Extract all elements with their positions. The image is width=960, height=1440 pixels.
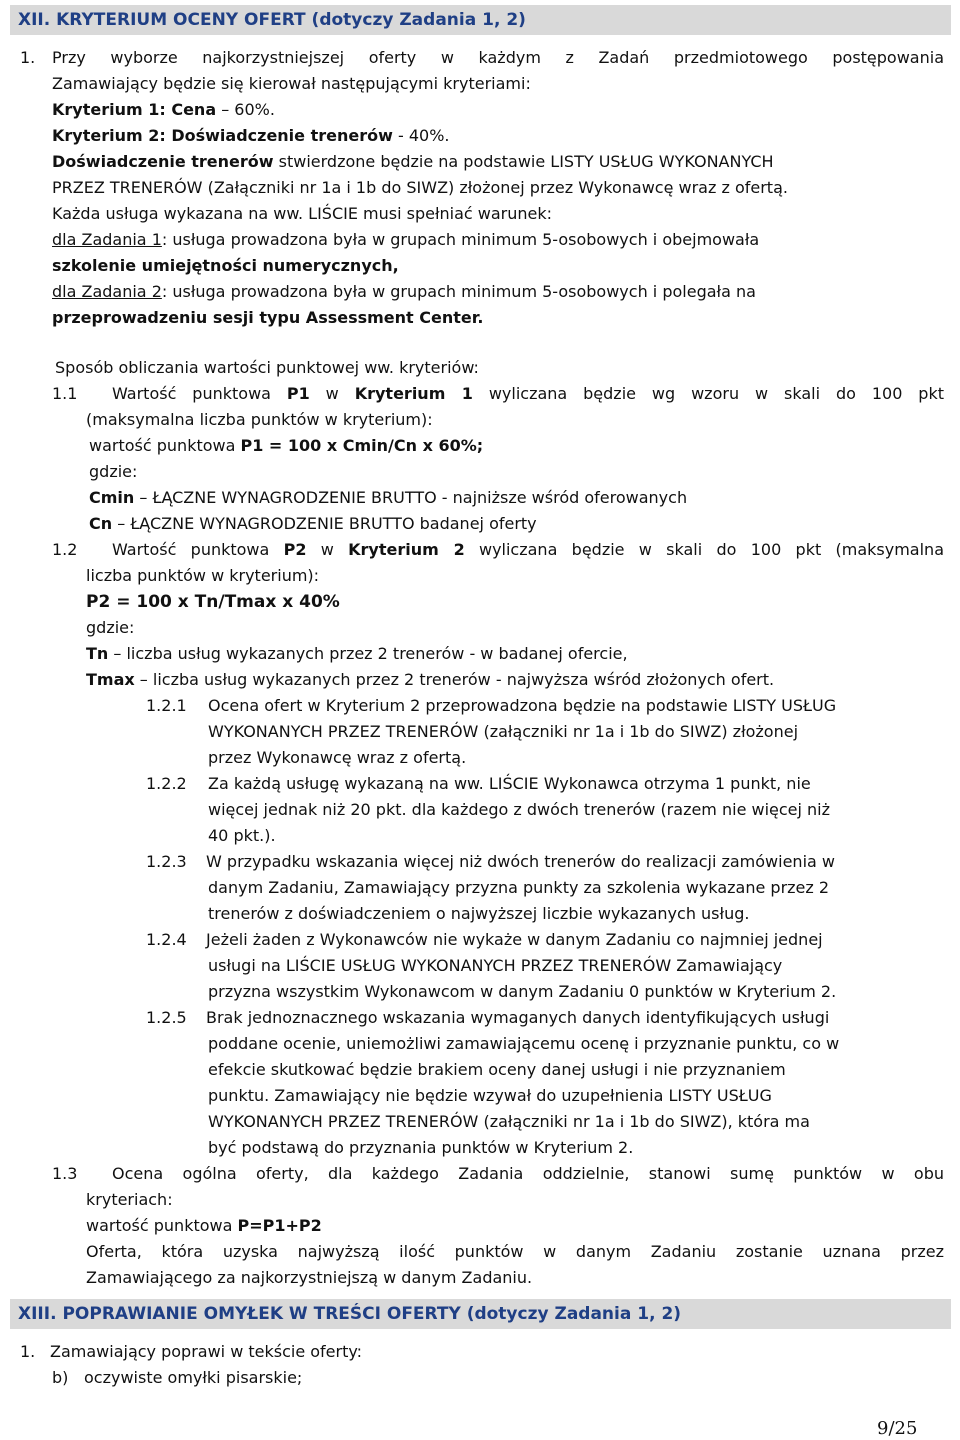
s13-point-1-number: 1. [20,1342,36,1361]
s12-text-c: w [306,540,349,559]
subpoint-1-2-5-line-3: efekcie skutkować będzie brakiem oceny danej usługi i nie przyznaniem [208,1060,786,1079]
s11-text-c: w [309,384,355,403]
subpoint-1-2-5-line-4: punktu. Zamawiający nie będzie wzywał do uzupełnienia LISTY USŁUG [208,1086,772,1105]
s13-point-1-text: Zamawiający poprawi w tekście oferty: [50,1342,363,1361]
tmax-symbol: Tmax [86,670,135,689]
page-number: 9/25 [877,1418,918,1439]
s12-text-a: Wartość punktowa [112,540,284,559]
subpoint-1-2-2-line-1: Za każdą usługę wykazaną na ww. LIŚCIE Wykonawca otrzyma 1 punkt, nie [208,774,811,793]
formula-p1-expr: P1 = 100 x Cmin/Cn x 60%; [240,436,484,455]
formula-p2-expr: P2 = 100 x Tn/Tmax x 40% [86,592,340,612]
subpoint-1-2-5-line-2: poddane ocenie, uniemożliwi zamawiającemu ocenę i przyznanie punktu, co w [208,1034,840,1053]
where-1: gdzie: [89,462,138,481]
criterion-2-label: Kryterium 2: Doświadczenie trenerów [52,126,393,145]
criterion-1 [52,99,275,121]
subpoint-1-2-2-line-3: 40 pkt.). [208,826,276,845]
experience-bold: Doświadczenie trenerów [52,152,274,171]
subpoint-1-2-line-1 [112,539,944,561]
s12-text-e: wyliczana będzie w skali do 100 pkt (maksymalna [464,540,945,559]
s11-text-a: Wartość punktowa [112,384,287,403]
subpoint-1-2-3-line-3: trenerów z doświadczeniem o najwyższej liczbie wykazanych usług. [208,904,750,923]
subpoint-1-2-4-line-1: Jeżeli żaden z Wykonawców nie wykaże w danym Zadaniu co najmniej jednej [206,930,823,949]
task-2-bold [52,307,483,329]
experience-line-1 [52,151,774,173]
subpoint-1-3-line-1: Ocena ogólna oferty, dla każdego Zadania oddzielnie, stanowi sumę punktów w obu [112,1164,944,1183]
s13-point-b-number: b) [52,1368,69,1387]
subpoint-1-2-1-line-1: Ocena ofert w Kryterium 2 przeprowadzona będzie na podstawie LISTY USŁUG [208,696,837,715]
tn-text: – liczba usług wykazanych przez 2 trenerów - w badanej ofercie, [108,644,628,663]
formula-p [86,1215,322,1237]
s11-text-e: wyliczana będzie wg wzoru w skali do 100 pkt [472,384,945,403]
subpoint-1-1-line-2: (maksymalna liczba punktów w kryterium): [86,410,433,429]
subpoint-1-2-3-line-1: W przypadku wskazania więcej niż dwóch trenerów do realizacji zamówienia w [206,852,835,871]
s11-criterion: Kryterium 1 [354,384,473,403]
task-1-label: dla Zadania 1 [52,230,162,249]
point-1-line-2: Zamawiający będzie się kierował następującymi kryteriami: [52,74,531,93]
subpoint-1-3-number: 1.3 [52,1164,78,1183]
calculation-method: Sposób obliczania wartości punktowej ww. kryteriów: [55,358,479,377]
criterion-2 [52,125,449,147]
subpoint-1-2-2-line-2: więcej jednak niż 20 pkt. dla każdego z dwóch trenerów (razem nie więcej niż [208,800,831,819]
subpoint-1-2-4-line-2: usługi na LIŚCIE USŁUG WYKONANYCH PRZEZ TRENERÓW Zamawiający [208,956,783,975]
subpoint-1-2-3-line-2: danym Zadaniu, Zamawiający przyzna punkty za szkolenia wykazane przez 2 [208,878,830,897]
formula-p1-label: wartość punktowa [89,436,241,455]
task-2-label: dla Zadania 2 [52,282,162,301]
subpoint-1-2-5-line-5: WYKONANYCH PRZEZ TRENERÓW (załączniki nr 1a i 1b do SIWZ), która ma [208,1112,810,1131]
subpoint-1-2-2-number: 1.2.2 [146,774,187,793]
subpoint-1-2-1-number: 1.2.1 [146,696,187,715]
cmin-definition [89,487,687,509]
subpoint-1-2-5-line-6: być podstawą do przyznania punktów w Kryterium 2. [208,1138,634,1157]
tmax-definition [86,669,774,691]
tmax-text: – liczba usług wykazanych przez 2 trenerów - najwyższa wśród złożonych ofert. [134,670,775,689]
criterion-1-label: Kryterium 1: Cena [52,100,217,119]
task-2-skill: przeprowadzeniu sesji typu Assessment Center. [52,308,484,327]
subpoint-1-1-line-1 [112,383,944,405]
s12-criterion: Kryterium 2 [348,540,465,559]
tn-definition [86,643,628,665]
subpoint-1-2-4-number: 1.2.4 [146,930,187,949]
subpoint-1-1-number: 1.1 [52,384,78,403]
task-1-condition [52,229,759,251]
subpoint-1-2-number: 1.2 [52,540,78,559]
s12-p2: P2 [283,540,307,559]
task-1-skill: szkolenie umiejętności numerycznych, [52,256,399,275]
subpoint-1-2-4-line-3: przyzna wszystkim Wykonawcom w danym Zadaniu 0 punktów w Kryterium 2. [208,982,837,1001]
formula-p1 [89,435,483,457]
subpoint-1-3-line-4: Oferta, która uzyska najwyższą ilość punktów w danym Zadaniu zostanie uznana przez [86,1242,944,1261]
subpoint-1-2-3-number: 1.2.3 [146,852,187,871]
task-1-text: : usługa prowadzona była w grupach minimum 5-osobowych i obejmowała [161,230,760,249]
subpoint-1-3-line-5: Zamawiającego za najkorzystniejszą w danym Zadaniu. [86,1268,533,1287]
task-1-bold [52,255,399,277]
cn-text: – ŁĄCZNE WYNAGRODZENIE BRUTTO badanej oferty [112,514,537,533]
formula-p-label: wartość punktowa [86,1216,238,1235]
subpoint-1-2-1-line-3: przez Wykonawcę wraz z ofertą. [208,748,467,767]
cmin-symbol: Cmin [89,488,135,507]
section-13-header: XIII. POPRAWIANIE OMYŁEK W TREŚCI OFERTY (dotyczy Zadania 1, 2) [10,1299,951,1329]
experience-rest: stwierdzone będzie na podstawie LISTY USŁUG WYKONANYCH [273,152,774,171]
task-2-text: : usługa prowadzona była w grupach minimum 5-osobowych i polegała na [161,282,756,301]
tn-symbol: Tn [86,644,109,663]
s13-point-b-text: oczywiste omyłki pisarskie; [84,1368,303,1387]
formula-p2 [86,591,340,613]
point-1-number: 1. [20,48,36,67]
subpoint-1-2-1-line-2: WYKONANYCH PRZEZ TRENERÓW (załączniki nr 1a i 1b do SIWZ) złożonej [208,722,799,741]
experience-line-3: Każda usługa wykazana na ww. LIŚCIE musi spełniać warunek: [52,204,553,223]
where-2: gdzie: [86,618,135,637]
section-12-header: XII. KRYTERIUM OCENY OFERT (dotyczy Zadania 1, 2) [10,5,951,35]
criterion-2-value: - 40%. [392,126,450,145]
cn-symbol: Cn [89,514,113,533]
s11-p1: P1 [286,384,310,403]
criterion-1-value: – 60%. [216,100,275,119]
subpoint-1-2-5-line-1: Brak jednoznacznego wskazania wymaganych danych identyfikujących usługi [206,1008,830,1027]
subpoint-1-2-5-number: 1.2.5 [146,1008,187,1027]
formula-p-expr: P=P1+P2 [237,1216,322,1235]
point-1-line-1: Przy wyborze najkorzystniejszej oferty w każdym z Zadań przedmiotowego postępowania [52,48,944,67]
cmin-text: – ŁĄCZNE WYNAGRODZENIE BRUTTO - najniższe wśród oferowanych [134,488,688,507]
subpoint-1-2-line-2: liczba punktów w kryterium): [86,566,320,585]
experience-line-2: PRZEZ TRENERÓW (Załączniki nr 1a i 1b do SIWZ) złożonej przez Wykonawcę wraz z ofertą. [52,178,788,197]
cn-definition [89,513,537,535]
subpoint-1-3-line-2: kryteriach: [86,1190,173,1209]
task-2-condition [52,281,756,303]
